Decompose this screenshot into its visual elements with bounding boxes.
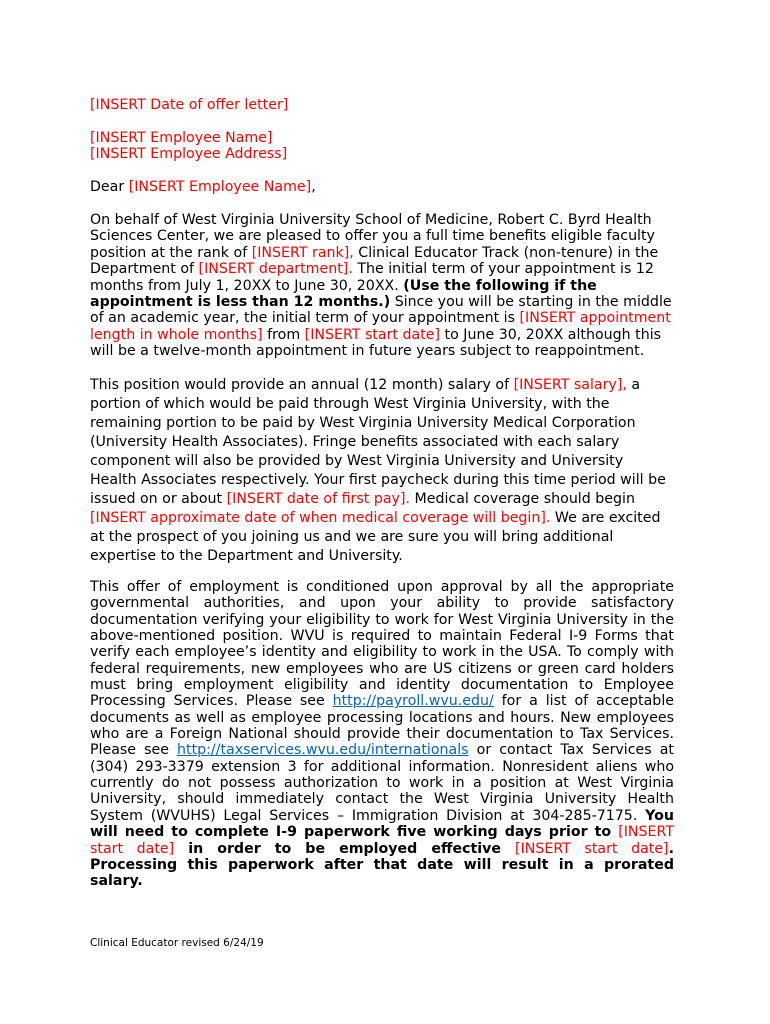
salutation-name-placeholder: [INSERT Employee Name] bbox=[128, 179, 312, 195]
para1-text-2: Clinical Educator Track (non-tenure) in the Department of bbox=[90, 244, 659, 278]
department-placeholder: [INSERT department]. bbox=[198, 261, 353, 278]
salutation bbox=[90, 179, 674, 195]
employee-name-placeholder: [INSERT Employee Name] bbox=[90, 130, 273, 146]
para2-text-3: Medical coverage should begin bbox=[410, 491, 635, 507]
para2-text-4: We are excited at the prospect of you joining us and we are sure you will bring additional expertise to the Department and University. bbox=[90, 510, 661, 564]
para1-text-5: from bbox=[262, 326, 305, 343]
salary-placeholder: [INSERT salary], bbox=[513, 377, 627, 393]
offer-date-placeholder: [INSERT Date of offer letter] bbox=[90, 97, 289, 113]
start-date-placeholder: [INSERT start date] bbox=[304, 326, 441, 343]
para3-text-1: This offer of employment is conditioned upon approval by all the appropriate governmental authorities, and upon your ability to provide satisfactory documentation verifying your eligibility to work for West Virginia University in the above-mentioned position. WVU is required to maintain Federal I-9 Forms that verify each employee’s identity and eligibility to work in the USA. To comply with federal requirements, new employees who are US citizens or green card holders must bring employment eligibility and identity documentation to Employee Processing Services. Please see bbox=[90, 579, 674, 710]
rank-placeholder: [INSERT rank], bbox=[251, 244, 354, 261]
footer-revision-note: Clinical Educator revised 6/24/19 bbox=[90, 937, 264, 949]
para1-text-6: to June 30, 20XX although this will be a twelve-month appointment in future years subject to reappointment. bbox=[90, 326, 662, 360]
para2-text-2: a portion of which would be paid through West Virginia University, with the remaining portion to be paid by West Virginia University Medical Corporation (University Health Associates). Fringe benefits associated with each salary component will also be provided by West Virginia University and University Health Associates respectively. Your first paycheck during this time period will be issued on or about bbox=[90, 377, 666, 507]
para1-text-3: The initial term of your appointment is 12 months from July 1, 20XX to June 30, 20XX. bbox=[90, 261, 654, 294]
first-pay-placeholder: [INSERT date of first pay]. bbox=[226, 491, 410, 507]
employee-address-placeholder: [INSERT Employee Address] bbox=[90, 146, 288, 163]
start-date-placeholder-3: [INSERT start date] bbox=[515, 840, 669, 857]
para3-text-2: for a list of acceptable documents as well as employee processing locations and hours. New employees who are a Foreign National should provide their documentation to Tax Services. Please see bbox=[90, 693, 674, 759]
appointment-length-placeholder: [INSERT appointment length in whole months] bbox=[90, 310, 671, 343]
short-appointment-note: (Use the following if the appointment is less than 12 months.) bbox=[90, 277, 597, 311]
appointment-paragraph bbox=[90, 212, 674, 360]
i9-deadline-text-2: in order to be employed effective bbox=[174, 840, 516, 857]
salary-paragraph bbox=[90, 376, 674, 566]
salutation-dear: Dear bbox=[90, 179, 129, 195]
para2-text-1: This position would provide an annual (12 month) salary of bbox=[90, 377, 514, 393]
tax-services-link[interactable]: http://taxservices.wvu.edu/internationals bbox=[177, 742, 469, 759]
payroll-link[interactable]: http://payroll.wvu.edu/ bbox=[332, 693, 494, 710]
i9-deadline-text-3: . Processing this paperwork after that date will result in a prorated salary. bbox=[90, 840, 674, 890]
start-date-placeholder-2: [INSERT start date] bbox=[90, 824, 674, 857]
employment-conditions-paragraph bbox=[90, 579, 674, 890]
para1-text-4: Since you will be starting in the middle of an academic year, the initial term of your appointment is bbox=[90, 294, 672, 327]
salutation-comma: , bbox=[311, 179, 316, 195]
medical-coverage-placeholder: [INSERT approximate date of when medical coverage will begin]. bbox=[90, 510, 551, 526]
i9-deadline-text-1: You will need to complete I-9 paperwork five working days prior to bbox=[90, 807, 674, 841]
recipient-block bbox=[90, 130, 674, 163]
para1-text-1: On behalf of West Virginia University School of Medicine, Robert C. Byrd Health Sciences Center, we are pleased to offer you a full time benefits eligible faculty position at the rank of bbox=[90, 212, 655, 261]
para3-text-3: or contact Tax Services at (304) 293-3379 extension 3 for additional information. Nonresident aliens who currently do not possess authorization to work in a position at West Virginia University, should immediately contact the West Virginia University Health System (WVUHS) Legal Services – Immigration Division at 304-285-7175. bbox=[90, 742, 674, 824]
